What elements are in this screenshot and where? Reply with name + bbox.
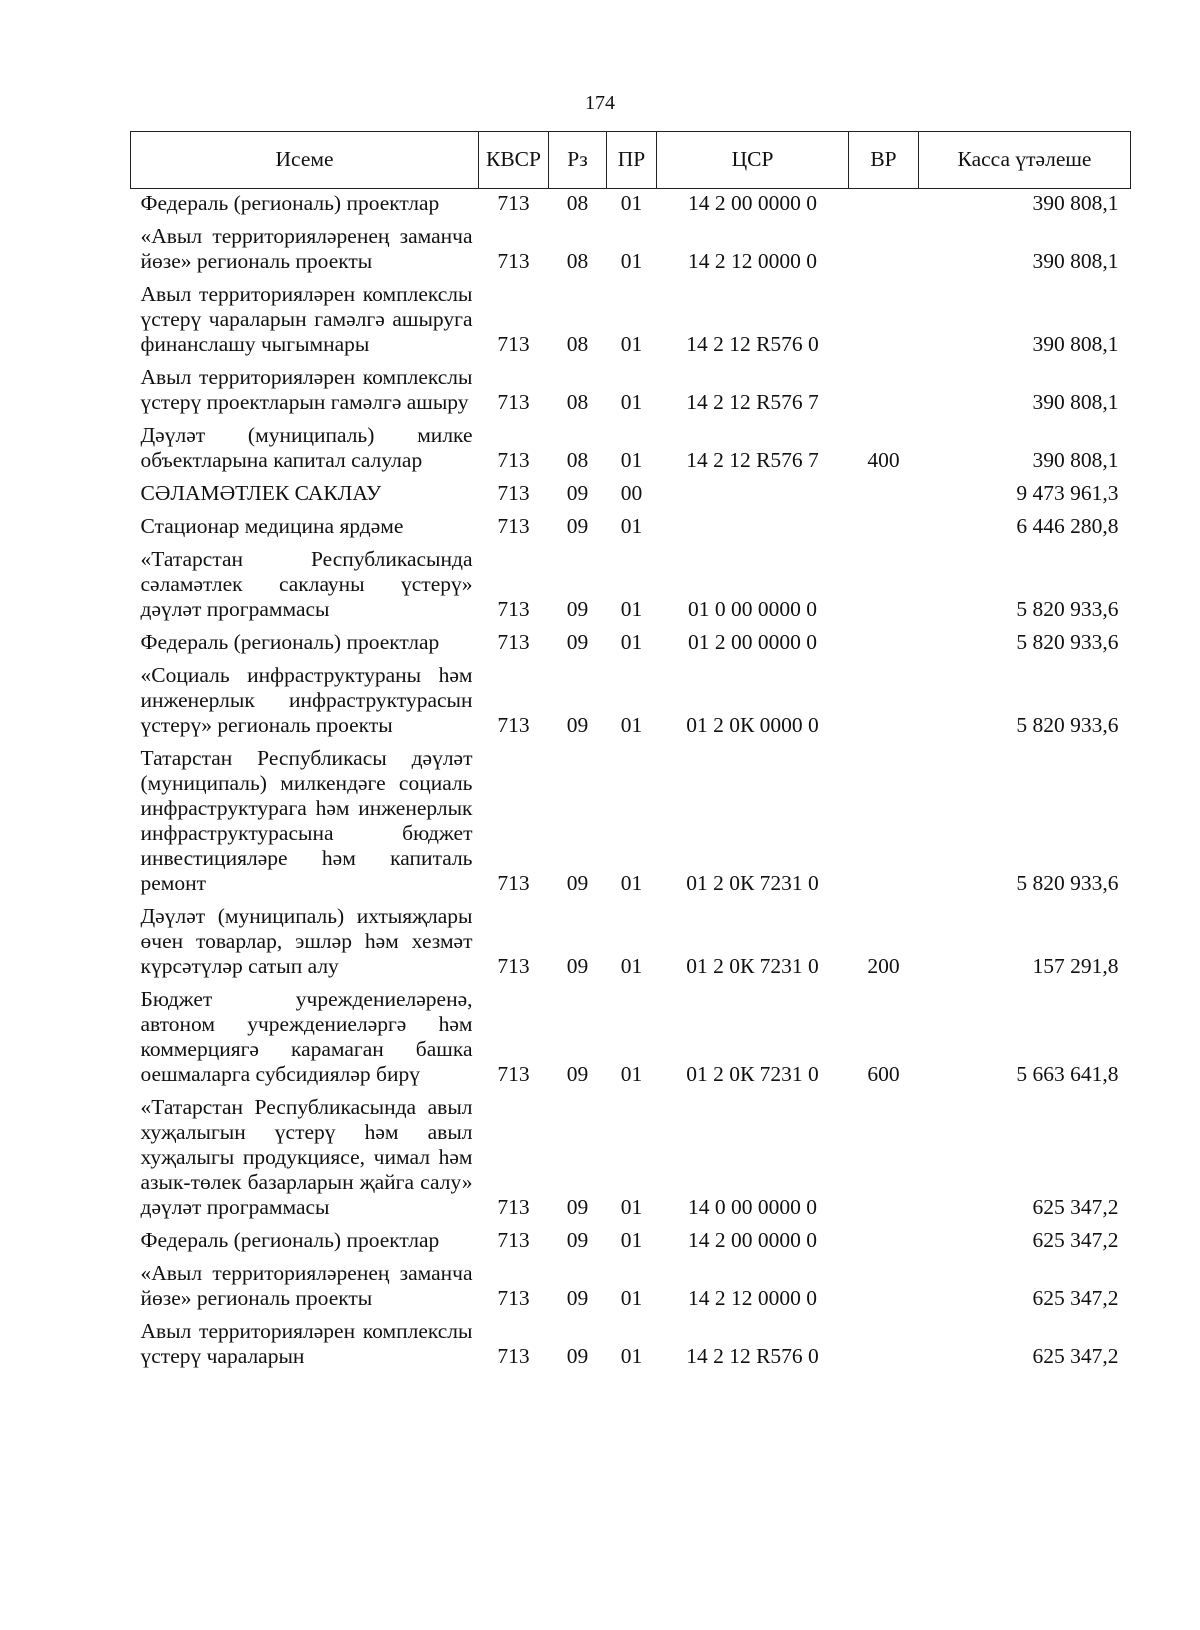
row-name: «Татарстан Республикасында авыл хуҗалыгын үстерү һәм авыл хуҗалыгы продукциясе, чимал һәм азык-төлек базарларын җайга салу» дәүләт программасы xyxy=(140,1095,473,1219)
row-pr: 01 xyxy=(620,1286,643,1310)
row-pr: 01 xyxy=(620,630,643,654)
row-amount: 5 820 933,6 xyxy=(1016,630,1119,654)
row-vr xyxy=(849,512,919,545)
row-pr: 01 xyxy=(620,1228,643,1252)
row-rz: 09 xyxy=(566,630,589,654)
row-kvsr: 713 xyxy=(497,1195,530,1219)
row-kvsr: 713 xyxy=(497,1344,530,1368)
row-amount: 625 347,2 xyxy=(1032,1228,1119,1252)
row-kvsr: 713 xyxy=(497,390,530,414)
row-csr: 01 2 00 0000 0 xyxy=(688,630,817,654)
row-pr: 01 xyxy=(620,1062,643,1086)
row-pr: 01 xyxy=(620,713,643,737)
row-csr: 01 0 00 0000 0 xyxy=(688,597,817,621)
header-rz: Рз xyxy=(549,132,607,189)
row-name: «Авыл территорияләренең заманча йөзе» региональ проекты xyxy=(140,224,473,273)
row-csr: 14 0 00 0000 0 xyxy=(688,1195,817,1219)
row-vr xyxy=(849,189,919,223)
row-csr xyxy=(657,479,849,512)
row-pr: 01 xyxy=(620,390,643,414)
row-rz: 08 xyxy=(566,390,589,414)
row-name: «Татарстан Республикасында сәламәтлек саклауны үстерү» дәүләт программасы xyxy=(140,547,473,621)
row-vr xyxy=(849,1093,919,1226)
row-name: Стационар медицина ярдәме xyxy=(140,514,404,538)
row-kvsr: 713 xyxy=(497,1286,530,1310)
row-rz: 09 xyxy=(566,514,589,538)
row-csr: 14 2 12 0000 0 xyxy=(688,1286,817,1310)
row-kvsr: 713 xyxy=(497,871,530,895)
row-csr: 14 2 00 0000 0 xyxy=(688,1228,817,1252)
row-csr: 01 2 0К 0000 0 xyxy=(686,713,819,737)
table-row xyxy=(131,479,1131,512)
row-name: Федераль (региональ) проектлар xyxy=(140,1228,440,1252)
table-row xyxy=(131,512,1131,545)
row-vr xyxy=(849,1226,919,1259)
row-pr: 01 xyxy=(620,954,643,978)
row-amount: 390 808,1 xyxy=(1032,448,1119,472)
row-vr xyxy=(849,1259,919,1317)
budget-table xyxy=(130,131,1131,1375)
row-amount: 390 808,1 xyxy=(1032,332,1119,356)
row-csr: 01 2 0К 7231 0 xyxy=(686,871,819,895)
table-row xyxy=(131,1093,1131,1226)
row-name: Авыл территорияләрен комплекслы үстерү чараларын гамәлгә ашыруга финанслашу чыгымнары xyxy=(140,282,473,356)
table-row xyxy=(131,222,1131,280)
row-vr xyxy=(849,628,919,661)
row-amount: 157 291,8 xyxy=(1032,954,1119,978)
row-name: Татарстан Республикасы дәүләт (муниципаль) милкендәге социаль инфраструктурага һәм инженерлык инфраструктурасына бюджет инвестицияләре һәм капиталь ремонт xyxy=(140,746,473,895)
row-csr xyxy=(657,512,849,545)
row-rz: 08 xyxy=(566,249,589,273)
table-row xyxy=(131,1317,1131,1375)
row-rz: 09 xyxy=(566,1286,589,1310)
row-kvsr: 713 xyxy=(497,448,530,472)
row-rz: 09 xyxy=(566,1344,589,1368)
row-rz: 09 xyxy=(566,597,589,621)
table-row xyxy=(131,363,1131,421)
row-pr: 00 xyxy=(620,481,643,505)
row-amount: 6 446 280,8 xyxy=(1016,514,1119,538)
row-kvsr: 713 xyxy=(497,1062,530,1086)
row-vr xyxy=(849,744,919,902)
row-kvsr: 713 xyxy=(497,481,530,505)
row-name: Федераль (региональ) проектлар xyxy=(140,630,440,654)
table-row xyxy=(131,280,1131,363)
row-amount: 390 808,1 xyxy=(1032,390,1119,414)
header-kvsr: КВСР xyxy=(479,132,549,189)
row-vr xyxy=(849,479,919,512)
header-vr: ВР xyxy=(849,132,919,189)
page-number: 174 xyxy=(585,92,615,114)
row-vr xyxy=(849,280,919,363)
row-csr: 14 2 12 0000 0 xyxy=(688,249,817,273)
row-kvsr: 713 xyxy=(497,332,530,356)
row-name: Дәүләт (муниципаль) милке объектларына капитал салулар xyxy=(140,423,473,472)
row-amount: 390 808,1 xyxy=(1032,249,1119,273)
row-rz: 09 xyxy=(566,954,589,978)
row-pr: 01 xyxy=(620,1195,643,1219)
row-kvsr: 713 xyxy=(497,630,530,654)
row-rz: 09 xyxy=(566,871,589,895)
table-row xyxy=(131,661,1131,744)
row-name: Дәүләт (муниципаль) ихтыяҗлары өчен товарлар, эшләр һәм хезмәт күрсәтүләр сатып алу xyxy=(140,904,473,978)
row-kvsr: 713 xyxy=(497,249,530,273)
row-amount: 625 347,2 xyxy=(1032,1286,1119,1310)
row-name: Авыл территорияләрен комплекслы үстерү чараларын xyxy=(140,1319,473,1368)
row-vr: 600 xyxy=(867,1062,900,1086)
row-vr xyxy=(849,363,919,421)
row-rz: 09 xyxy=(566,1062,589,1086)
row-amount: 5 663 641,8 xyxy=(1016,1062,1119,1086)
row-amount: 5 820 933,6 xyxy=(1016,871,1119,895)
row-csr: 14 2 12 R576 7 xyxy=(686,448,819,472)
row-amount: 5 820 933,6 xyxy=(1016,713,1119,737)
row-rz: 09 xyxy=(566,1228,589,1252)
table-row xyxy=(131,985,1131,1093)
row-amount: 390 808,1 xyxy=(1032,191,1119,215)
row-name: «Авыл территорияләренең заманча йөзе» региональ проекты xyxy=(140,1261,473,1310)
table-row xyxy=(131,421,1131,479)
row-kvsr: 713 xyxy=(497,514,530,538)
row-csr: 14 2 00 0000 0 xyxy=(688,191,817,215)
row-vr xyxy=(849,1317,919,1375)
row-csr: 14 2 12 R576 0 xyxy=(686,332,819,356)
header-amount: Касса үтәлеше xyxy=(919,132,1131,189)
row-rz: 09 xyxy=(566,713,589,737)
row-amount: 5 820 933,6 xyxy=(1016,597,1119,621)
row-csr: 14 2 12 R576 7 xyxy=(686,390,819,414)
row-pr: 01 xyxy=(620,191,643,215)
row-vr: 200 xyxy=(867,954,900,978)
row-pr: 01 xyxy=(620,597,643,621)
row-kvsr: 713 xyxy=(497,713,530,737)
table-row xyxy=(131,545,1131,628)
table-body xyxy=(131,189,1131,1376)
row-amount: 625 347,2 xyxy=(1032,1195,1119,1219)
row-pr: 01 xyxy=(620,1344,643,1368)
row-kvsr: 713 xyxy=(497,954,530,978)
row-csr: 14 2 12 R576 0 xyxy=(686,1344,819,1368)
row-rz: 09 xyxy=(566,481,589,505)
table-row xyxy=(131,902,1131,985)
row-name: «Социаль инфраструктураны һәм инженерлык инфраструктурасын үстерү» региональ проекты xyxy=(140,663,473,737)
row-kvsr: 713 xyxy=(497,1228,530,1252)
row-pr: 01 xyxy=(620,514,643,538)
row-rz: 08 xyxy=(566,191,589,215)
row-pr: 01 xyxy=(620,249,643,273)
table-header-row xyxy=(131,132,1131,189)
header-pr: ПР xyxy=(607,132,657,189)
row-pr: 01 xyxy=(620,871,643,895)
row-kvsr: 713 xyxy=(497,597,530,621)
row-vr xyxy=(849,545,919,628)
row-rz: 08 xyxy=(566,448,589,472)
row-name: Авыл территорияләрен комплекслы үстерү проектларын гамәлгә ашыру xyxy=(140,365,473,414)
row-rz: 08 xyxy=(566,332,589,356)
row-name: Бюджет учреждениеләренә, автоном учреждениеләргә һәм коммерциягә карамаган башка оешмаларга субсидияләр бирү xyxy=(140,987,473,1086)
table-row xyxy=(131,1259,1131,1317)
row-amount: 9 473 961,3 xyxy=(1016,481,1119,505)
row-rz: 09 xyxy=(566,1195,589,1219)
header-csr: ЦСР xyxy=(657,132,849,189)
row-amount: 625 347,2 xyxy=(1032,1344,1119,1368)
row-pr: 01 xyxy=(620,448,643,472)
header-name: Исеме xyxy=(131,132,479,189)
row-pr: 01 xyxy=(620,332,643,356)
row-name: СӘЛАМӘТЛЕК САКЛАУ xyxy=(140,481,382,505)
row-vr: 400 xyxy=(867,448,900,472)
row-csr: 01 2 0К 7231 0 xyxy=(686,954,819,978)
row-vr xyxy=(849,661,919,744)
row-kvsr: 713 xyxy=(497,191,530,215)
row-name: Федераль (региональ) проектлар xyxy=(140,191,440,215)
table-row xyxy=(131,1226,1131,1259)
row-vr xyxy=(849,222,919,280)
row-csr: 01 2 0К 7231 0 xyxy=(686,1062,819,1086)
table-row xyxy=(131,189,1131,223)
table-row xyxy=(131,744,1131,902)
table-row xyxy=(131,628,1131,661)
